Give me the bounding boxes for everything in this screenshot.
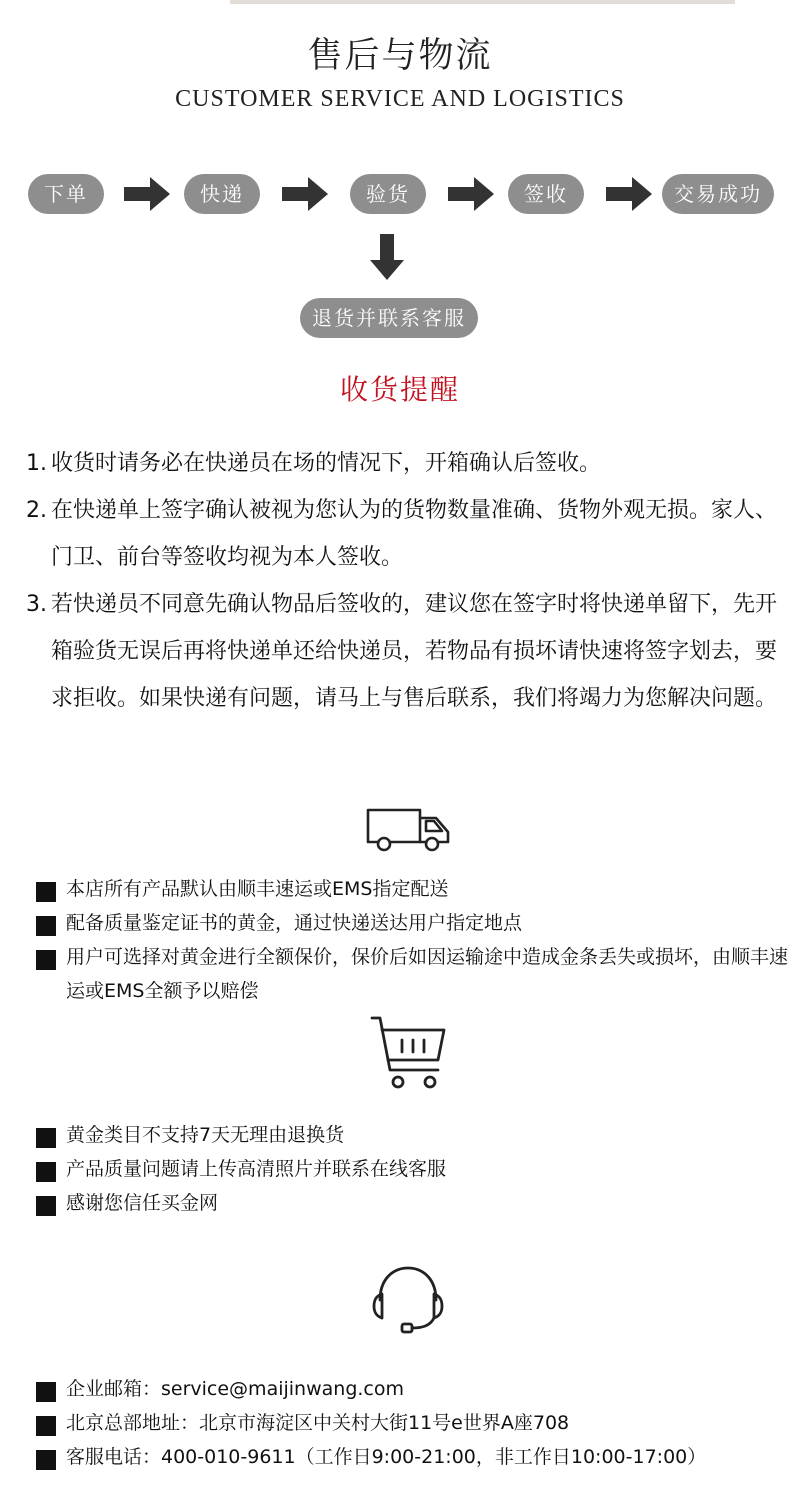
list-item xyxy=(36,1372,796,1406)
contact-list xyxy=(36,1372,796,1474)
step-return: 退货并联系客服 xyxy=(300,298,478,338)
page-title: 售后与物流 xyxy=(307,36,493,76)
reminder-item xyxy=(26,487,786,581)
list-item: 产品质量问题请上传高清照片并联系在线客服 xyxy=(36,1152,796,1186)
shipping-list xyxy=(36,872,796,1008)
list-item xyxy=(36,1440,796,1474)
arrow-right-icon xyxy=(124,177,170,211)
arrow-down-icon xyxy=(370,234,404,280)
reminder-text: 收货时请务必在快递员在场的情况下，开箱确认后签收。 xyxy=(51,451,602,476)
list-item: 黄金类目不支持7天无理由退换货 xyxy=(36,1118,796,1152)
contact-phone: 客服电话：400-010-9611（工作日9:00-21:00，非工作日10:00-17:00） xyxy=(66,1446,707,1468)
step-sign: 签收 xyxy=(508,174,584,214)
contact-email: 企业邮箱：service@maijinwang.com xyxy=(66,1378,404,1400)
bullet-square xyxy=(36,916,56,936)
bullet-square xyxy=(36,1450,56,1470)
bullet-square xyxy=(36,882,56,902)
reminder-item xyxy=(26,581,786,722)
headset-icon xyxy=(368,1262,448,1336)
bullet-square xyxy=(36,1162,56,1182)
returns-list xyxy=(36,1118,796,1220)
arrow-right-icon xyxy=(282,177,328,211)
reminder-text: 若快递员不同意先确认物品后签收的，建议您在签字时将快递单留下，先开箱验货无误后再将快递单还给快递员，若物品有损坏请快速将签字划去，要求拒收。如果快递有问题，请马上与售后联系，我们将竭力为您解决问题。 xyxy=(51,592,778,711)
top-banner-strip xyxy=(230,0,735,4)
reminder-number: 3. xyxy=(26,592,47,617)
arrow-right-icon xyxy=(448,177,494,211)
bullet-square xyxy=(36,950,56,970)
reminder-item xyxy=(26,440,786,487)
truck-icon xyxy=(364,806,452,854)
bullet-square xyxy=(36,1128,56,1148)
step-inspect: 验货 xyxy=(350,174,426,214)
reminder-text: 在快递单上签字确认被视为您认为的货物数量准确、货物外观无损。家人、门卫、前台等签收均视为本人签收。 xyxy=(51,498,778,570)
shopping-cart-icon xyxy=(368,1014,450,1092)
list-item: 感谢您信任买金网 xyxy=(36,1186,796,1220)
list-item: 配备质量鉴定证书的黄金，通过快递送达用户指定地点 xyxy=(36,906,796,940)
reminder-number: 2. xyxy=(26,498,47,523)
step-shipping: 快递 xyxy=(184,174,260,214)
bullet-square xyxy=(36,1416,56,1436)
step-order: 下单 xyxy=(28,174,104,214)
bullet-square xyxy=(36,1196,56,1216)
list-item: 本店所有产品默认由顺丰速运或EMS指定配送 xyxy=(36,872,796,906)
reminder-heading: 收货提醒 xyxy=(339,373,460,406)
arrow-right-icon xyxy=(606,177,652,211)
list-item xyxy=(36,1406,796,1440)
bullet-square xyxy=(36,1382,56,1402)
reminder-number: 1. xyxy=(26,451,47,476)
contact-address: 北京总部地址：北京市海淀区中关村大街11号e世界A座708 xyxy=(66,1412,570,1434)
reminder-list xyxy=(26,440,786,722)
page-subtitle: CUSTOMER SERVICE AND LOGISTICS xyxy=(175,86,625,112)
step-complete: 交易成功 xyxy=(662,174,774,214)
list-item: 用户可选择对黄金进行全额保价，保价后如因运输途中造成金条丢失或损坏，由顺丰速运或EMS全额予以赔偿 xyxy=(36,940,796,1008)
